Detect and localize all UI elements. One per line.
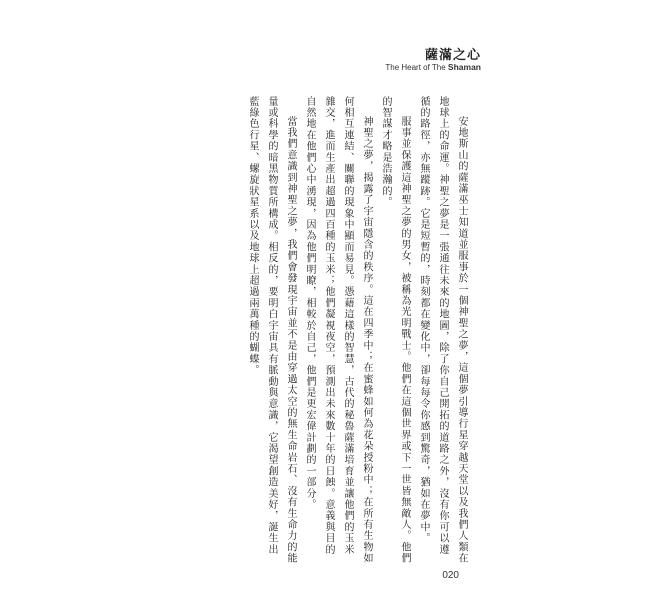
running-header-title: 薩滿之心 xyxy=(424,48,481,63)
running-header-subtitle xyxy=(385,62,481,72)
paragraph-2: 服事並保護這神聖之夢的男女，被稱為光明戰士。他們在這個世界或下一世皆無敵人。他們的智謀才略是浩瀚的。 xyxy=(380,96,410,564)
subtitle-prefix: The Heart of The xyxy=(385,63,446,72)
subtitle-emphasis: Shaman xyxy=(447,62,481,72)
paragraph-1: 安地斯山的薩滿巫士知道並服事於一個神聖之夢，這個夢引導行星穿越天堂以及我們人類在地球上的命運。神聖之夢是一張通往未來的地圖，除了你自己開拓的道路之外，沒有你可以遵循的路徑，亦無蹤跡。它是短暫的，時刻都在變化中，卻每每令你感到驚奇，猶如在夢中。 xyxy=(418,96,467,564)
paragraph-3: 神聖之夢，揭露了宇宙隱含的秩序。這在四季中；在蜜蜂如何為花朵授粉中；在所有生物如何相互連結、關聯的現象中顯而易見。憑藉這樣的智慧，古代的秘魯薩滿培育並讓他們的玉米雜交，進而生產出超過四百種的玉米；他們凝視夜空，預測出未來數十年的日蝕。意義與目的自然地在他們心中湧現，因為他們明瞭，相較於自己，他們是更宏偉計劃的一部分。 xyxy=(304,96,372,564)
page-number: 020 xyxy=(442,570,459,581)
vertical-body-text xyxy=(151,96,471,566)
paragraph-4: 當我們意識到神聖之夢，我們會發現宇宙並不是由穿過太空的無生命岩石、沒有生命力的能量或科學的暗黑物質所構成。相反的，要明白宇宙具有脈動與意識，它渴望創造美好，誕生出藍綠色行星、螺旋狀星系以及地球上超過兩萬種的蝴蝶。 xyxy=(247,96,296,564)
